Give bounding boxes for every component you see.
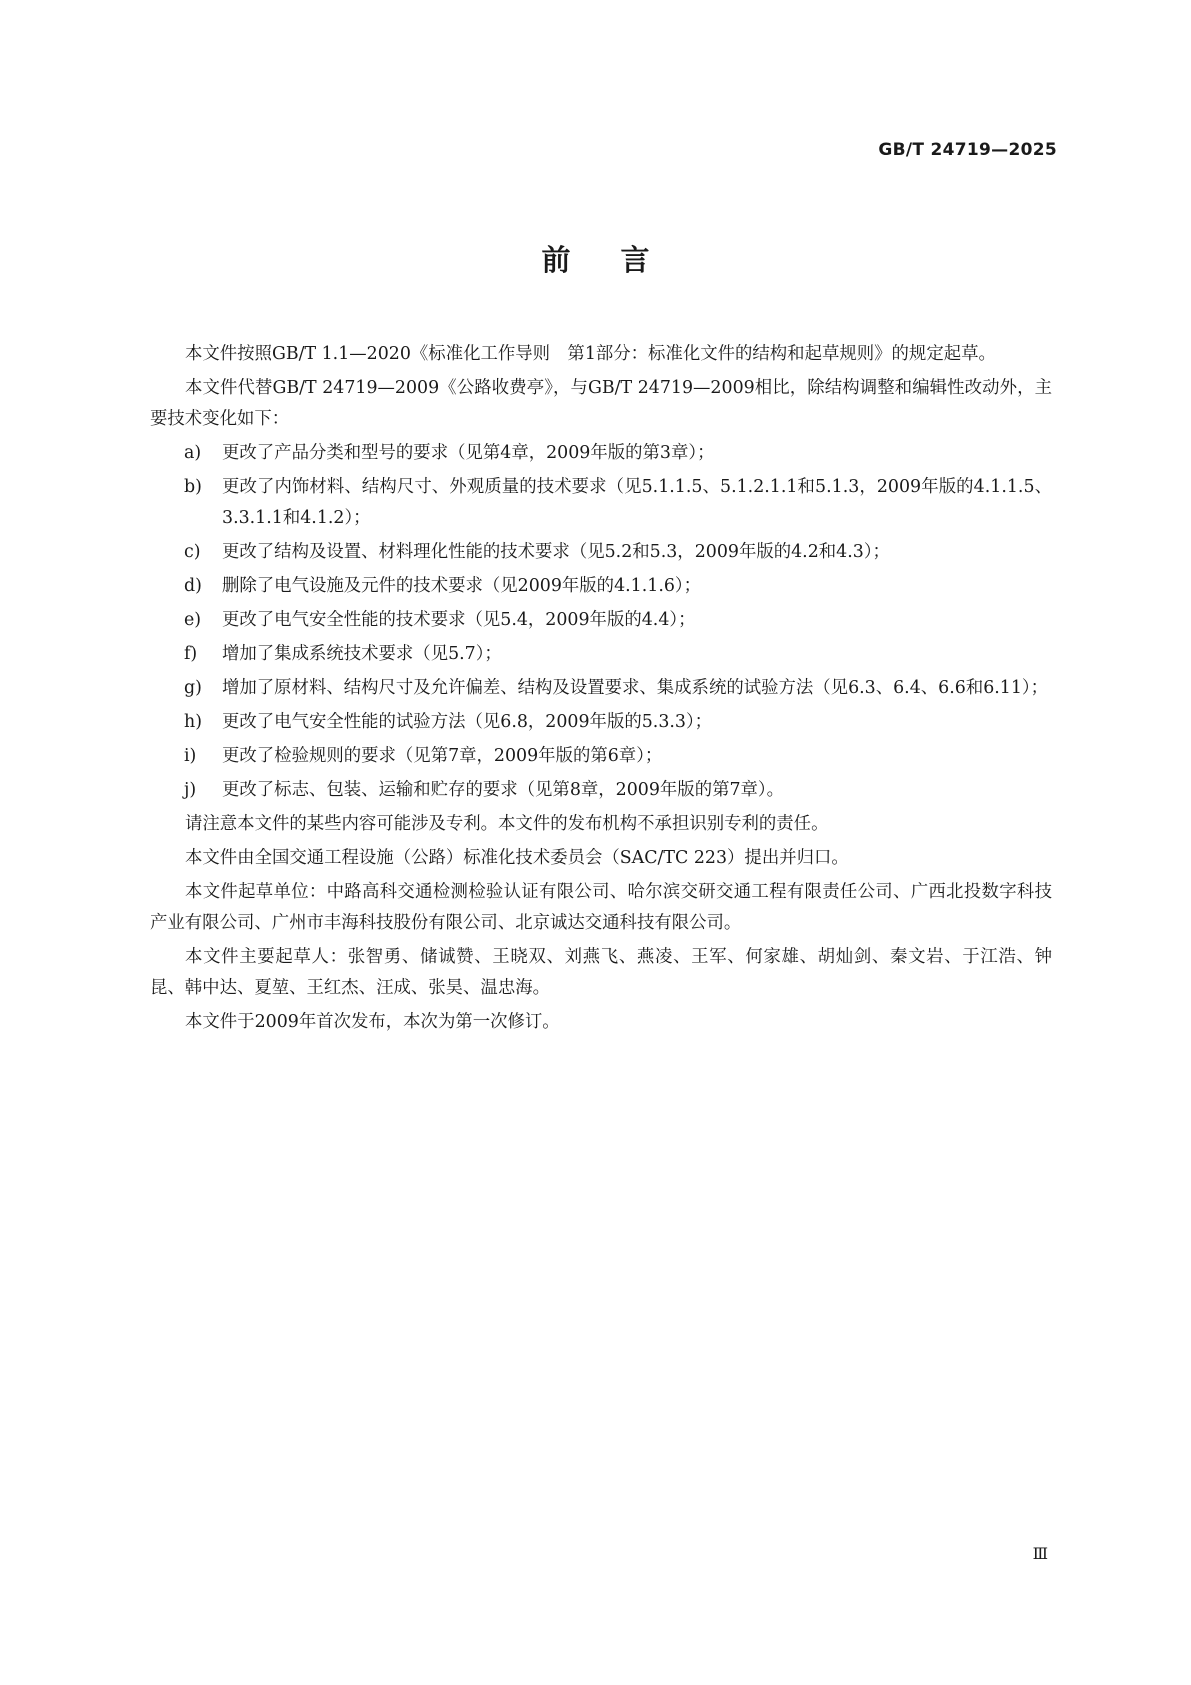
- list-item-text: 增加了原材料、结构尺寸及允许偏差、结构及设置要求、集成系统的试验方法（见6.3、6.4、6.6和6.11）；: [222, 678, 1049, 698]
- list-item: [150, 438, 1052, 469]
- paragraph-drafting-units: 本文件起草单位：中路高科交通检测检验认证有限公司、哈尔滨交研交通工程有限责任公司、广西北投数字科技产业有限公司、广州市丰海科技股份有限公司、北京诚达交通科技有限公司。: [150, 882, 1052, 933]
- list-item-text: 更改了电气安全性能的试验方法（见6.8，2009年版的5.3.3）；: [222, 712, 713, 732]
- list-item: [150, 707, 1052, 738]
- paragraph-drafting-rules: 本文件按照GB/T 1.1—2020《标准化工作导则 第1部分：标准化文件的结构和起草规则》的规定起草。: [185, 344, 996, 364]
- list-item: [150, 605, 1052, 636]
- list-item-text: 更改了检验规则的要求（见第7章，2009年版的第6章）；: [222, 746, 663, 766]
- list-item-text: 更改了内饰材料、结构尺寸、外观质量的技术要求（见5.1.1.5、5.1.2.1.1和5.1.3，2009年版的4.1.1.5、3.3.1.1和4.1.2）；: [222, 477, 1052, 528]
- paragraph-patent-notice: 请注意本文件的某些内容可能涉及专利。本文件的发布机构不承担识别专利的责任。: [185, 814, 829, 834]
- list-item: [150, 472, 1052, 534]
- list-item-marker: j): [184, 780, 197, 800]
- list-item: [150, 673, 1052, 704]
- list-item-text: 更改了电气安全性能的技术要求（见5.4，2009年版的4.4）；: [222, 610, 696, 630]
- list-item: [150, 571, 1052, 602]
- list-item: [150, 775, 1052, 806]
- page-title: 前言: [541, 243, 700, 277]
- paragraph-proposer: 本文件由全国交通工程设施（公路）标准化技术委员会（SAC/TC 223）提出并归口。: [185, 848, 849, 868]
- list-item-marker: g): [184, 678, 202, 698]
- list-item-marker: d): [184, 576, 202, 596]
- page-number: Ⅲ: [1032, 1544, 1048, 1563]
- technical-changes-list: [150, 438, 1052, 806]
- paragraph-history: 本文件于2009年首次发布，本次为第一次修订。: [185, 1012, 560, 1032]
- list-item-marker: a): [184, 443, 202, 463]
- standard-number: GB/T 24719—2025: [878, 140, 1057, 160]
- list-item-marker: b): [184, 477, 202, 497]
- list-item-text: 更改了标志、包装、运输和贮存的要求（见第8章，2009年版的第7章）。: [222, 780, 785, 800]
- list-item-marker: i): [184, 746, 197, 766]
- list-item-marker: f): [184, 644, 198, 664]
- list-item-marker: h): [184, 712, 202, 732]
- list-item-text: 更改了产品分类和型号的要求（见第4章，2009年版的第3章）；: [222, 443, 715, 463]
- paragraph-replacement: 本文件代替GB/T 24719—2009《公路收费亭》，与GB/T 24719—2009相比，除结构调整和编辑性改动外，主要技术变化如下：: [150, 378, 1052, 429]
- list-item-text: 删除了电气设施及元件的技术要求（见2009年版的4.1.1.6）；: [222, 576, 701, 596]
- document-body: [150, 339, 1052, 1038]
- list-item: [150, 741, 1052, 772]
- list-item-marker: e): [184, 610, 202, 630]
- list-item: [150, 537, 1052, 568]
- paragraph-drafters: 本文件主要起草人：张智勇、储诚赞、王晓双、刘燕飞、燕凌、王军、何家雄、胡灿剑、秦文岩、于江浩、钟昆、韩中达、夏堃、王红杰、汪成、张昊、温忠海。: [150, 947, 1052, 998]
- list-item-text: 增加了集成系统技术要求（见5.7）；: [222, 644, 502, 664]
- list-item-text: 更改了结构及设置、材料理化性能的技术要求（见5.2和5.3，2009年版的4.2和4.3）；: [222, 542, 890, 562]
- list-item-marker: c): [184, 542, 201, 562]
- list-item: [150, 639, 1052, 670]
